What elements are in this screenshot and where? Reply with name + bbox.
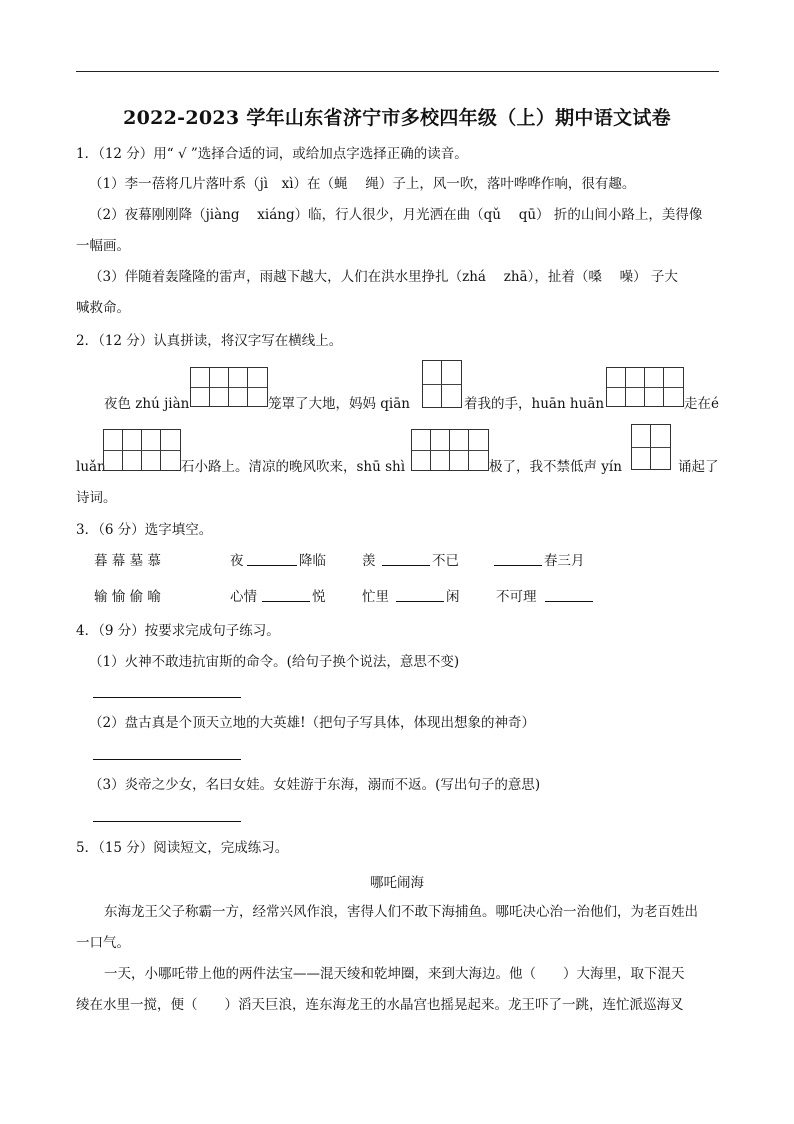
q3-blank-1[interactable] [247, 552, 297, 566]
q3-blank-3[interactable] [494, 552, 542, 566]
q4-answer-line-2[interactable] [93, 759, 241, 760]
q2-text-9: 诗词。 [76, 490, 117, 506]
q1-sentence-1: （1）李一蓓将几片落叶系（jì xì）在（蝇 绳）子上，风一吹，落叶哗哗作响，很有趣。 [89, 176, 636, 192]
q3-blank-5[interactable] [396, 588, 444, 602]
q3-r2-label-5: 不可理 [496, 589, 537, 605]
q5-stem: 5．（15 分）阅读短文，完成练习。 [76, 840, 289, 856]
passage-title: 哪吒闹海 [370, 875, 424, 891]
q2-text-3: 着我的手，huān huān [464, 396, 605, 412]
q2-text-6: 石小路上。清凉的晚风吹来，shū shì [181, 459, 406, 475]
answer-grid-huanhuan[interactable] [606, 367, 684, 407]
q3-options-1: 暮 幕 墓 慕 [94, 553, 161, 569]
q4-answer-line-3[interactable] [93, 821, 241, 822]
q1-sentence-3-cont: 喊救命。 [76, 300, 130, 316]
q1-sentence-3: （3）伴随着轰隆隆的雷声，雨越下越大，人们在洪水里挣扎（zhá zhā），扯着（嗓 噪） 子大 [89, 269, 678, 285]
q4-sentence-1: （1）火神不敢违抗宙斯的命令。(给句子换个说法，意思不变) [89, 654, 460, 670]
q3-stem: 3．（6 分）选字填空。 [76, 522, 213, 538]
answer-grid-zhujian[interactable] [190, 367, 268, 407]
passage-p2-cont: 绫在水里一搅，便（ ）滔天巨浪，连东海龙王的水晶宫也摇晃起来。龙王吓了一跳，连忙派巡海叉 [76, 997, 684, 1013]
q3-r2-label-3: 忙里 [362, 589, 389, 605]
passage-p2: 一天，小哪吒带上他的两件法宝——混天绫和乾坤圈，来到大海边。他（ ）大海里，取下混天 [104, 966, 685, 982]
q1-stem: 1．（12 分）用“ √ ”选择合适的词，或给加点字选择正确的读音。 [76, 146, 468, 162]
q3-r1-label-2: 降临 [299, 553, 326, 569]
answer-grid-yin[interactable] [631, 424, 671, 470]
q2-stem: 2．（12 分）认真拼读，将汉字写在横线上。 [76, 333, 343, 349]
q2-text-4: 走在é [684, 396, 719, 412]
answer-grid-shushi[interactable] [411, 429, 489, 471]
q2-text-8: 诵起了 [678, 459, 719, 475]
q2-text-2: 笼罩了大地，妈妈 qiān [268, 396, 410, 412]
q2-text-5: luǎn [76, 459, 106, 475]
q3-r2-label-2: 悦 [312, 589, 326, 605]
q3-options-2: 输 愉 偷 喻 [94, 589, 161, 605]
q3-blank-4[interactable] [262, 588, 310, 602]
q3-r1-label-1: 夜 [230, 553, 244, 569]
q3-r1-label-3: 羡 [362, 553, 376, 569]
q4-answer-line-1[interactable] [93, 697, 241, 698]
passage-p1-cont: 一口气。 [76, 935, 130, 951]
q4-sentence-3: （3）炎帝之少女，名曰女娃。女娃游于东海，溺而不返。(写出句子的意思) [89, 777, 541, 793]
q2-text-7: 极了，我不禁低声 yín [489, 459, 622, 475]
top-rule [76, 71, 719, 72]
answer-grid-eluan[interactable] [103, 429, 181, 471]
q3-blank-2[interactable] [382, 552, 430, 566]
passage-p1: 东海龙王父子称霸一方，经常兴风作浪，害得人们不敢下海捕鱼。哪吒决心治一治他们，为老百姓出 [104, 904, 698, 920]
q1-sentence-2: （2）夜幕刚刚降（jiàng xiáng）临，行人很少，月光洒在曲（qǔ qū） 折的山间小路上，美得像 [89, 207, 703, 223]
q4-stem: 4．（9 分）按要求完成句子练习。 [76, 623, 280, 639]
q1-sentence-2-cont: 一幅画。 [76, 238, 130, 254]
q3-blank-6[interactable] [545, 588, 593, 602]
q3-r2-label-1: 心情 [230, 589, 257, 605]
q2-text-1: 夜色 zhú jiàn [104, 396, 190, 412]
page-title: 2022-2023 学年山东省济宁市多校四年级（上）期中语文试卷 [123, 107, 671, 129]
answer-grid-qian[interactable] [422, 360, 462, 408]
q4-sentence-2: （2）盘古真是个顶天立地的大英雄!（把句子写具体，体现出想象的神奇） [89, 715, 536, 731]
q3-r1-label-4: 不已 [432, 553, 459, 569]
q3-r1-label-5: 春三月 [544, 553, 585, 569]
q3-r2-label-4: 闲 [446, 589, 460, 605]
